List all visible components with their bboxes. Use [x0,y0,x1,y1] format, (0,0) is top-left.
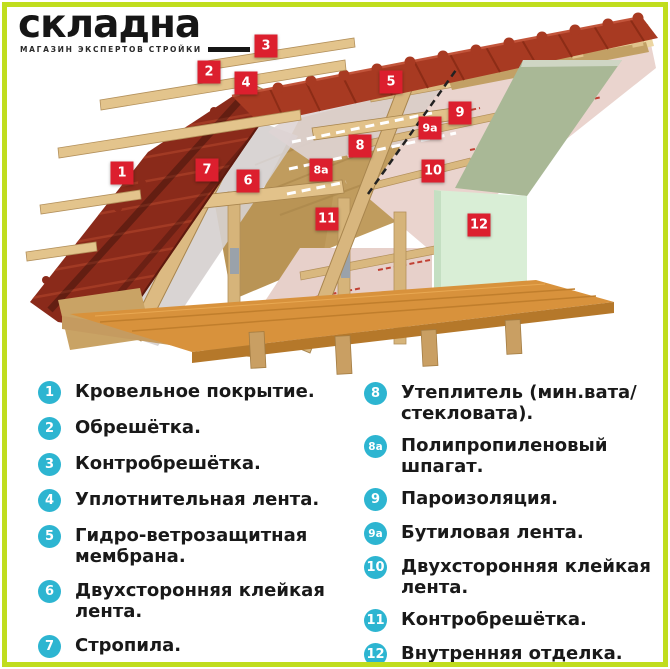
legend-item-label: Утеплитель (мин.вата/стекловата). [401,382,637,424]
legend-item-3 [38,453,334,476]
legend-item-6 [38,580,334,622]
brand-tagline: МАГАЗИН ЭКСПЕРТОВ СТРОЙКИ [20,45,202,54]
legend-number-badge: 2 [38,417,61,440]
legend-item-12 [364,643,664,666]
legend-item-1 [38,381,334,404]
legend-item-8 [364,382,664,424]
legend-item-label: Пароизоляция. [401,488,558,509]
legend-number-badge: 6 [38,580,61,603]
legend-item-11 [364,609,664,632]
legend-col-right [364,382,664,666]
legend-item-label: Полипропиленовый шпагат. [401,435,608,477]
legend-item-label: Обрешётка. [75,417,201,438]
legend-item-label: Контробрешётка. [401,609,587,630]
diagram-marker-12: 12 [468,214,491,237]
legend-number-badge: 9 [364,488,387,511]
legend-number-badge: 10 [364,556,387,579]
legend-item-9 [364,488,664,511]
diagram-marker-4: 4 [235,72,258,95]
legend-item-5 [38,525,334,567]
legend-item-label: Уплотнительная лента. [75,489,320,510]
legend-item-label: Двухсторонняя клейкая лента. [75,580,325,622]
legend-number-badge: 1 [38,381,61,404]
legend-number-badge: 11 [364,609,387,632]
legend-item-label: Внутренняя отделка. [401,643,623,664]
legend-number-badge: 3 [38,453,61,476]
legend-col-left [38,381,334,658]
legend-item-10 [364,556,664,598]
legend-item-label: Стропила. [75,635,182,656]
legend-item-label: Двухсторонняя клейкая лента. [401,556,651,598]
legend-number-badge: 7 [38,635,61,658]
legend-item-label: Контробрешётка. [75,453,261,474]
legend-number-badge: 5 [38,525,61,548]
diagram-marker-9: 9 [449,102,472,125]
diagram-marker-2: 2 [198,61,221,84]
legend-item-2 [38,417,334,440]
diagram-marker-5: 5 [380,71,403,94]
legend-item-4 [38,489,334,512]
diagram-marker-9а: 9а [419,117,442,140]
legend-item-label: Бутиловая лента. [401,522,584,543]
legend-number-badge: 8 [364,382,387,405]
legend-item-8а [364,435,664,477]
legend-number-badge: 12 [364,643,387,666]
legend-number-badge: 9а [364,522,387,545]
diagram-marker-3: 3 [255,35,278,58]
diagram-marker-6: 6 [237,170,260,193]
diagram-marker-11: 11 [316,208,339,231]
legend-item-label: Гидро-ветрозащитная мембрана. [75,525,308,567]
legend-number-badge: 8а [364,435,387,458]
diagram-marker-8а: 8а [310,159,333,182]
diagram-marker-8: 8 [349,135,372,158]
legend-item-label: Кровельное покрытие. [75,381,315,402]
diagram-marker-10: 10 [422,160,445,183]
brand-wordmark: складна [18,2,201,47]
diagram-marker-1: 1 [111,162,134,185]
diagram-marker-7: 7 [196,159,219,182]
legend-item-7 [38,635,334,658]
legend-item-9а [364,522,664,545]
legend-number-badge: 4 [38,489,61,512]
